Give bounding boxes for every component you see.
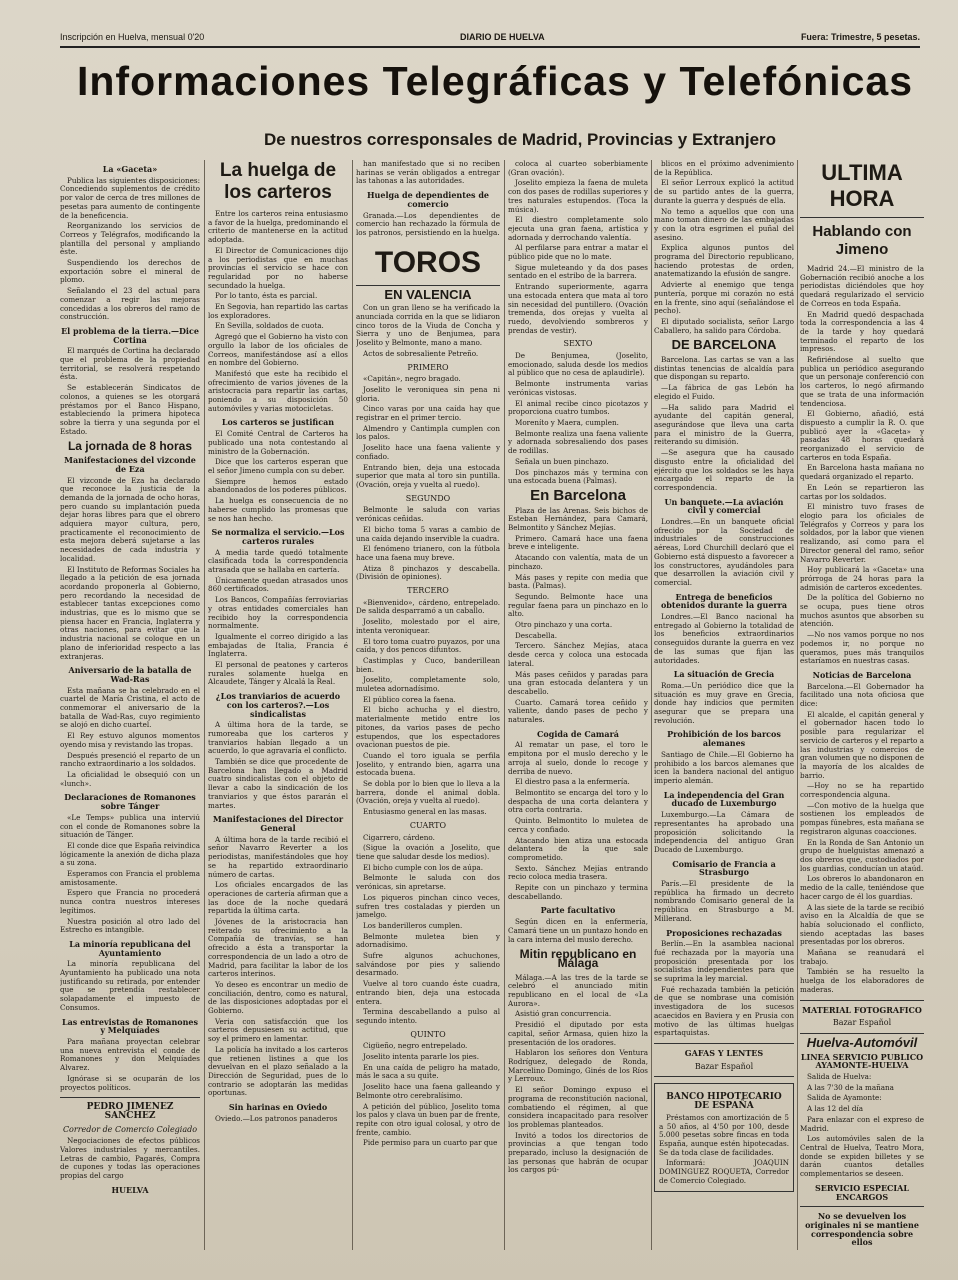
- paragraph: En la Ronda de San Antonio un grupo de huelguistas amenazó a dos obreros que, custodiados por los guardias, conducían un ataúd.: [800, 837, 924, 873]
- paragraph: El Comité Central de Carteros ha publicado una nota contestando al ministro de la Gobernación.: [208, 429, 348, 456]
- paragraph: El toro toma cuatro puyazos, por una caída, y dos pencos difuntos.: [356, 636, 500, 655]
- ad-text: A las 12 del día: [807, 1104, 864, 1114]
- paragraph: —Con motivo de la huelga que sostienen los empleados de pompas fúnebres, esta mañana se registraron algunas coacciones.: [800, 800, 924, 836]
- paragraph: Belmonte realiza una faena valiente y adornada sobresaliendo dos pases de rodillas.: [508, 428, 648, 456]
- paragraph: El fenómeno trianero, con la fútbola hace una faena muy breve.: [356, 544, 500, 562]
- ad-line: SERVICIO ESPECIAL ENCARGOS: [815, 1182, 909, 1202]
- headline: La minoría republicana del Ayuntamiento: [69, 938, 191, 958]
- headline: Se normaliza el servicio.—Los carteros rurales: [211, 527, 345, 546]
- headline: Aniversario de la batalla de Wad-Ras: [68, 665, 192, 684]
- page-header: [60, 30, 920, 48]
- paragraph: Joselito intenta pararle los pies.: [363, 1052, 480, 1062]
- paragraph: Por lo tanto, ésta es parcial.: [215, 291, 318, 301]
- headline: Cogida de Camará: [537, 728, 619, 739]
- paragraph: Entre los carteros reina entusiasmo a favor de la huelga, predominando el criterio de mantenerse en la actitud adoptada.: [208, 209, 348, 245]
- subheading: SEXTO: [563, 339, 593, 349]
- paragraph: En Sevilla, soldados de cuota.: [215, 321, 324, 331]
- ad-text: Para enlazar con el expreso de Madrid.: [800, 1114, 924, 1133]
- paragraph: Moreníto y Maera, cumplen.: [515, 417, 619, 427]
- paragraph: Reorganizando los servicios de Correos y Telégrafos, modificando la plantilla del personal y ampliando éste.: [60, 221, 200, 257]
- paragraph: No temo a aquellos que con una mano toman dinero de las embajadas y con la otra esgrimen el puñal del asesino.: [654, 206, 794, 242]
- paragraph: Entrando superiormente, agarra una estocada entera que mata al toro sin necesidad del puntillero. (Ovación tremenda, dos orejas y vuelta al ruedo, devolviendo sombreros y prendas de vestir).: [508, 282, 648, 335]
- ad-text: Préstamos con amortización de 5 a 50 años, al 4'50 por 100, desde 5.000 pesetas sobre fincas en toda España, aunque estén hipotecadas. Se da toda clase de facilidades.: [659, 1112, 789, 1157]
- ad-contact: Informará: JOAQUIN DOMINGUEZ ROQUETA, Corredor de Comercio Colegiado.: [659, 1158, 789, 1185]
- headline: Entrega de beneficios obtenidos durante la guerra: [660, 591, 788, 611]
- paragraph: Los piqueros pinchan cinco veces, sufren tres costaladas y pierden un jamelgo.: [356, 892, 500, 920]
- headline: Comisario de Francia a Strasburgo: [672, 858, 776, 878]
- paragraph: Según dicen en la enfermería, Camará tiene un un puntazo hondo en la cara interna del muslo derecho.: [508, 917, 648, 944]
- paragraph: Termina descabellando a pulso al segundo intento.: [356, 1007, 500, 1025]
- paragraph: El público corea la faena.: [363, 694, 456, 704]
- paragraph: Málaga.—A las tres de la tarde se celebró el anunciado mitin republicano en el local de «La Aurora».: [508, 972, 648, 1008]
- paragraph: Suspendiendo los derechos de exportación sobre el mineral de plomo.: [60, 258, 200, 285]
- headline: Manifestaciones del Director General: [212, 814, 344, 833]
- paragraph: Los banderilleros cumplen.: [363, 920, 463, 930]
- paragraph: Belmonte muletea bien y adornadísimo.: [356, 931, 500, 950]
- paragraph: «Capitán», negro bragado.: [363, 374, 461, 384]
- subheading: CUARTO: [409, 820, 447, 830]
- paragraph: La minoría republicana del Ayuntamiento ha publicado una nota justificando su retirada, por entender que se pretendía restablecer solapadamente el impuesto de Consumos.: [60, 959, 200, 1012]
- paragraph: En Barcelona hasta mañana no quedará organizado el reparto.: [800, 463, 924, 482]
- ad-text: Salida de Huelva:: [807, 1072, 872, 1082]
- paragraph: Se dobla por lo bien que lo lleva a la barrera, donde el animal dobla. (Ovación, oreja y vuelta al ruedo).: [356, 779, 500, 806]
- paragraph: París.—El presidente de la república ha firmado un decreto nombrando Comisario general de la república en Strasburgo a M. Millerand.: [654, 879, 794, 923]
- paragraph: Castimplas y Cuco, banderillean bien.: [356, 655, 500, 674]
- headline: Huelga de dependientes de comercio: [366, 190, 489, 209]
- paragraph: —Hoy no se ha repartido correspondencia alguna.: [800, 781, 924, 800]
- headline: DE BARCELONA: [671, 337, 777, 353]
- divider: [60, 1097, 200, 1098]
- subheading: TERCERO: [407, 586, 449, 596]
- paragraph: Plaza de las Arenas. Seis bichos de Esteban Hernández, para Camará, Belmontito y Sánchez Mejías.: [508, 505, 648, 533]
- paragraph: A última hora de la tarde recibió el señor Navarro Reverter a los periodistas, manifestándoles que hoy se ha repartido extraordinario número de cartas.: [208, 834, 348, 879]
- paragraph: También se dice que procedente de Barcelona han llegado a Madrid cuatro sindicalistas con el objeto de llevar a cabo la sindicación de los tranviarios y que éstos pararán el martes.: [208, 757, 348, 810]
- headline-ultima-hora: ULTIMA HORA: [821, 160, 903, 211]
- paragraph: Belmontito se encarga del toro y lo despacha de una corta delantera y otra corta contraria.: [508, 788, 648, 815]
- ad-text: Los automóviles salen de la Central de Huelva, Teatro Mora, donde se expiden billetes y se darán cuantos detalles complementarios se deseen.: [800, 1134, 924, 1179]
- paragraph: Cuando el toro iguala se perfila Joselito, y entrando bien, agarra una estocada buena.: [356, 750, 500, 778]
- paragraph: El Gobierno, añadió, está dispuesto a cumplir la R. O. que publicó ayer la «Gaceta» y pasadas 48 horas quedará reorganizado el servicio de carteros en toda España.: [800, 409, 924, 462]
- divider: [654, 1076, 794, 1077]
- column-divider: [504, 160, 505, 1250]
- paragraph: Joselito hace una faena galleando y Belmonte otro cerebralísimo.: [356, 1082, 500, 1100]
- paragraph: Vuelve al toro cuando éste cuadra, entrando bien, deja una estocada entera.: [356, 979, 500, 1006]
- paragraph: Joselito le veroniquea sin pena ni gloria.: [356, 384, 500, 403]
- paragraph: (Sigue la ovación a Joselito, que tiene que saludar desde los medios).: [356, 843, 500, 861]
- divider: [800, 1000, 924, 1001]
- paragraph: Entusiasmo general en las masas.: [363, 807, 487, 817]
- paragraph: Esta mañana se ha celebrado en el cuartel de María Cristina, el acto de conmemorar el aniversario de la batalla de Wad-Ras, cuyo regimiento se alojó en dicho cuartel.: [60, 685, 200, 730]
- paragraph: Invitó a todos los directorios de provincias a que tengan todo preparado, incluso la designación de las personas que habrán de ocupar los cargos pú-: [508, 1130, 648, 1175]
- paragraph: Dos pinchazos más y termina con una estocada buena (Palmas).: [508, 467, 648, 486]
- ad-subtitle: Bazar Español: [832, 1018, 892, 1028]
- paragraph: Nuestra posición al otro lado del Estrecho es intangible.: [60, 916, 200, 935]
- paragraph: Descabella.: [515, 630, 558, 640]
- paragraph: Más pases y repite con media que basta. (Palmas).: [508, 572, 648, 591]
- ad-text: Salida de Ayamonte:: [807, 1093, 882, 1103]
- ad-subtitle: Bazar Español: [694, 1061, 754, 1071]
- paragraph: Belmonte instrumenta varias verónicas vistosas.: [508, 379, 648, 397]
- paragraph: El Instituto de Reformas Sociales ha llegado a la petición de esa jornada acordando proponerla al Gobierno, pero recordando la necesidad de establecer tantas excepciones como industrias, que es lo mismo que se piensa hacer en Francia, Inglaterra y otras naciones, para evitar que la industria nacional se coloque en un plano de inferioridad respecto a las extranjeras.: [60, 564, 200, 661]
- paragraph: Para mañana proyectan celebrar una nueva entrevista el conde de Romanones y don Melquíades Alvarez.: [60, 1036, 200, 1073]
- divider: [800, 1033, 924, 1034]
- paragraph: Cuarto. Camará torea ceñido y valiente, dando pases de pecho y naturales.: [508, 697, 648, 725]
- paragraph: Entrando bien, deja una estocada superior que mata al toro sin puntilla. (Ovación, oreja y vuelta al ruedo).: [356, 462, 500, 489]
- paragraph: Asistió gran concurrencia.: [515, 1009, 612, 1019]
- paragraph: Yo deseo es encontrar un medio de conciliación, dentro, como es natural, de las disposiciones adoptadas por el Gobierno.: [208, 979, 348, 1016]
- ad-title: GAFAS Y LENTES: [684, 1047, 764, 1058]
- ad-text: A las 7'30 de la mañana: [807, 1082, 894, 1092]
- headline: Las entrevistas de Romanones y Melquíades: [61, 1016, 199, 1036]
- ad-name: PEDRO JIMENEZ SANCHEZ: [86, 1102, 174, 1121]
- paragraph: Primero. Camará hace una faena breve e inteligente.: [508, 533, 648, 552]
- paragraph: El diestro completamente solo ejecuta una gran faena, artística y adornada y derrochando valentía.: [508, 215, 648, 242]
- paragraph: El personal de peatones y carteros rurales solamente huelga en Alcaudete, Tánger y Alcalá la Real.: [208, 660, 348, 687]
- paragraph: Hablaron los señores don Ventura Rodríguez, delegado de Ronda, Marcelino Domingo, Ginés de los Ríos y Lerroux.: [508, 1048, 648, 1084]
- footer-note: No se devuelven los originales ni se mantiene correspondencia sobre ellos: [805, 1211, 919, 1248]
- headline: Declaraciones de Romanones sobre Tánger: [64, 792, 196, 812]
- headline: Los carteros se justifican: [221, 417, 335, 428]
- paragraph: Luxemburgo.—La Cámara de representantes ha aprobado una proposición solicitando la independencia del antiguo Gran Ducado de Luxemburgo.: [654, 810, 794, 854]
- paragraph: Granada.—Los dependientes de comercio han rechazado la fórmula de los patronos, persistiendo en la huelga.: [356, 210, 500, 237]
- paragraph: Jóvenes de la aristocracia han reiterado su ofrecimiento a la Compañía de tranvías, se han ofrecido a ésta a transportar la correspondencia de un lado a otro de Madrid, para facilitar la labor de los carteros interinos.: [208, 917, 348, 979]
- paragraph: En León se repartieron las cartas por los soldados.: [800, 482, 924, 501]
- paragraph: Espero que Francia no procederá nunca contra nuestros intereses legítimos.: [60, 888, 200, 915]
- column-divider: [204, 160, 205, 1250]
- paragraph: Oviedo.—Los patronos panaderos: [215, 1113, 338, 1123]
- paragraph: El conde dice que España reivindica lógicamente la anexión de dicha plaza a su zona.: [60, 840, 200, 868]
- paragraph: El señor Lerroux explicó la actitud de su partido antes de la guerra, durante la guerra y después de ella.: [654, 178, 794, 205]
- paragraph: Repite con un pinchazo y termina descabellando.: [508, 883, 648, 901]
- paragraph: Los oficiales encargados de las operaciones de cartería afirman que a las doce de la noche quedará repartida la última carta.: [208, 880, 348, 916]
- paragraph: Roma.—Un periódico dice que la situación es muy grave en Grecia, donde hay indicios que permiten asegurar que se prepara una revolución.: [654, 680, 794, 725]
- paragraph: A última hora de la tarde, se rumoreaba que los carteros y tranviarios habían llegado a un acuerdo, lo que agravaría el conflicto.: [208, 720, 348, 756]
- headline: En Barcelona: [530, 486, 626, 504]
- headline: La huelga de los carteros: [219, 160, 337, 203]
- paragraph: Cinco varas por una caída hay que registrar en el primer tercio.: [356, 404, 500, 423]
- paragraph: El marqués de Cortina ha declarado que el problema de la propiedad territorial, se resolverá respetando ésta.: [60, 346, 200, 382]
- paragraph: El bicho toma 5 varas a cambio de una caída dejando inservible la cuadra.: [356, 524, 500, 543]
- paragraph: En Segovia, han repartido las cartas los exploradores.: [208, 302, 348, 320]
- paragraph: Presidió el diputado por esta capital, señor Armasa, quien hizo la presentación de los oradores.: [508, 1020, 648, 1047]
- paragraph: En Madrid quedó despachada toda la correspondencia a las 4 de la tarde y hoy quedará terminado el reparto de los impresos.: [800, 309, 924, 354]
- headline: Mitin republicano en Málaga: [519, 947, 637, 970]
- column-2: [208, 160, 348, 1255]
- paragraph: Esperamos con Francia el problema amistosamente.: [60, 869, 200, 887]
- paragraph: Señalando el 23 del actual para comenzar a regir las mejoras concedidas a los obreros del ramo de construcción.: [60, 286, 200, 322]
- paragraph: De la política del Gobierno no se ocupa, pues tiene otros muchos asuntos que absorben su atención.: [800, 593, 924, 629]
- paragraph: Joselito, molestado por el aire, intenta veroniquear.: [356, 617, 500, 635]
- headline: EN VALENCIA: [384, 286, 472, 302]
- paragraph: Joselito, completamente solo, muletea adornadísimo.: [356, 675, 500, 694]
- paragraph: En una caída de peligro ha matado, más le saca a su quite.: [356, 1062, 500, 1081]
- paragraph: El alcalde, el capitán general y el gobernador hacen todo lo posible para regularizar el servicio de carteros y el reparto a las industrias y comercios de gran volumen que no disponen de la mayoría de los alcaldes de barrio.: [800, 709, 924, 780]
- paragraph: Los obreros lo abandonaron en medio de la calle, teniéndose que hacer cargo de él los guardias.: [800, 874, 924, 901]
- paragraph: Dice que los carteros esperan que el señor Jimeno cumpla con su deber.: [208, 457, 348, 475]
- divider: [800, 1206, 924, 1207]
- paragraph: El vizconde de Eza ha declarado que reconoce la justicia de la demanda de la jornada de ocho horas, pero cuando su implantación pueda dejar horas libres para que el obrero adquiera mayor cultura, pero, practicamente el reconocimiento de esta mejora deberá sujetarse a las necesidades de cada industria y localidad.: [60, 475, 200, 563]
- paragraph: El bicho achucha y el diestro, materialmente metido entre los pitones, da varios pases de pecho estupendos, que los espectadores ovacionan puestos de pie.: [356, 705, 500, 750]
- headline: Sin harinas en Oviedo: [228, 1102, 328, 1113]
- paragraph: Publica las siguientes disposiciones: Concediendo suplementos de crédito por valor de cerca de tres millones de pesetas para aumento de contingente de la beneficencia.: [60, 175, 200, 220]
- headline: Parte facultativo: [540, 905, 616, 916]
- headline: La jornada de 8 horas: [67, 439, 193, 454]
- paragraph: A media tarde quedó totalmente clasificada toda la correspondencia atrasada que se hallaba en cartería.: [208, 547, 348, 575]
- paragraph: A las siete de la tarde se recibió aviso en la Alcaldía de que se había solucionado el conflicto, siendo aceptadas las bases presentadas por los obreros.: [800, 902, 924, 947]
- paragraph: Madrid 24.—El ministro de la Gobernación recibió anoche a los periodistas diciéndoles que hoy quedará regularizado el servicio de Correos en toda España.: [800, 264, 924, 308]
- paragraph: Segundo. Belmonte hace una regular faena para un pinchazo en lo alto.: [508, 591, 648, 619]
- paragraph: han manifestado que si no reciben harinas se verán obligados a entregar las tahonas a las autoridades.: [356, 160, 500, 186]
- headline: Hablando con Jimeno: [812, 223, 912, 258]
- paragraph: El ministro tuvo frases de elogio para los oficiales de Telégrafos y Correos y para los soldados, por la labor que vienen realizando, así como para el Director general del ramo, señor Navarro Reverter.: [800, 502, 924, 564]
- paragraph: Quinto. Belmontito lo muletea de cerca y confiado.: [508, 816, 648, 834]
- divider: [356, 285, 500, 286]
- ad-title: BANCO HIPOTECARIO DE ESPAÑA: [666, 1092, 782, 1112]
- paragraph: También se ha resuelto la huelga de los elaboradores de maderas.: [800, 967, 924, 994]
- paragraph: De Benjumea, (Joselito, emocionado, saluda desde los medios al público que no cesa de aplaudirle).: [508, 351, 648, 378]
- header-masthead: DIARIO DE HUELVA: [460, 32, 545, 42]
- column-3: [356, 160, 500, 1255]
- paragraph: —No nos vamos porque no nos podemos ir, no porque no queramos, pues más tranquilos estaríamos en nuestras casas.: [800, 630, 924, 666]
- paragraph: Atacando con valentía, mata de un pinchazo.: [508, 553, 648, 571]
- paragraph: Los Bancos, Compañías ferroviarias y otras entidades comerciales han recibido hoy la correspondencia normalmente.: [208, 595, 348, 631]
- headline: La situación de Grecia: [673, 669, 775, 680]
- paragraph: Fué rechazada también la petición de que se nombrase una comisión investigadora de los sucesos acaecidos en Baviera y en Prusia con motivo de las últimas huelgas espartaquistas.: [654, 984, 794, 1038]
- headline: Prohibición de los barcos alemanes: [667, 729, 781, 749]
- paragraph: —Ha salido para Madrid el ayudante del capitán general, asegurándose que lleva una carta para el ministro de la Guerra, reiterando su dimisión.: [654, 402, 794, 447]
- subheading: PRIMERO: [407, 362, 449, 372]
- ad-role: Corredor de Comercio Colegiado: [62, 1124, 198, 1134]
- paragraph: El Rey estuvo algunos momentos oyendo misa y revistando las tropas.: [60, 731, 200, 749]
- paragraph: Al perfilarse para entrar a matar el público pide que no lo mate.: [508, 243, 648, 262]
- paragraph: Manifestó que este ha recibido el ofrecimiento de varios jóvenes de la aristocracia para repartir las cartas, poniendo a su disposición 50 automóviles y varias motocicletas.: [208, 368, 348, 413]
- paragraph: Únicamente quedan atrasados unos 860 certificados.: [208, 575, 348, 594]
- paragraph: Atacando bien atiza una estocada delantera de la que sale comprometido.: [508, 835, 648, 862]
- paragraph: Señala un buen pinchazo.: [515, 456, 609, 466]
- paragraph: «Bienvenido», cárdeno, entrepelado. De salida desparramó a un caballo.: [356, 597, 500, 616]
- headline: La «Gaceta»: [102, 164, 158, 174]
- headline: Noticias de Barcelona: [812, 669, 912, 680]
- paragraph: Ignórase si se ocuparán de los proyectos políticos.: [60, 1073, 200, 1092]
- paragraph: Belmonte le saluda con varias verónicas ceñidas.: [356, 505, 500, 524]
- headline: La independencia del Gran ducado de Luxemburgo: [663, 789, 785, 809]
- paragraph: Más pases ceñidos y paradas para una gran estocada delantera y un descabello.: [508, 669, 648, 696]
- paragraph: La huelga es consecuencia de no haberse cumplido las promesas que se nos han hecho.: [208, 496, 348, 523]
- paragraph: Londres.—En un banquete oficial ofrecido por la Sociedad de industriales de construcciones aéreas, Lord Churchill declaró que el Gobierno está dispuesto a favorecer a los constructores, ayudándoles para que desarrollen la aviación civil y comercial.: [654, 517, 794, 587]
- paragraph: Tercero. Sánchez Mejías, ataca desde cerca y coloca una estocada lateral.: [508, 641, 648, 668]
- paragraph: La oficialidad le obsequió con un «lunch».: [60, 770, 200, 788]
- paragraph: El señor Domingo expuso el programa de reconstitución nacional, combatiendo el régimen, al que considera incapacitado para resolver los problemas planteados.: [508, 1085, 648, 1129]
- paragraph: Barcelona. Las cartas se van a las distintas tenencias de alcaldía para que dispongan su reparto.: [654, 355, 794, 382]
- ad-title: Huelva-Automóvil: [806, 1034, 918, 1050]
- column-5: [654, 160, 794, 1255]
- paragraph: Berlín.—En la asamblea nacional fué rechazada por la mayoría una proposición presentada por los socialistas independientes para que se suprima la ley marcial.: [654, 939, 794, 984]
- page-banner: Informaciones Telegráficas y Telefónicas: [77, 58, 913, 104]
- paragraph: coloca al cuarteo soberbiamente (Gran ovación).: [508, 160, 648, 177]
- divider: [800, 217, 924, 218]
- paragraph: Sexto. Sánchez Mejías entrando recio coloca media trasera.: [508, 863, 648, 882]
- paragraph: Almendro y Cantimpla cumplen con los palos.: [356, 423, 500, 442]
- paragraph: El diputado socialista, señor Largo Caballero, ha salido para Córdoba.: [654, 316, 794, 335]
- subheading: SEGUNDO: [405, 493, 451, 503]
- paragraph: Pide permiso para un cuarto par que: [363, 1138, 498, 1148]
- paragraph: blicos en el próximo advenimiento de la República.: [654, 160, 794, 177]
- column-divider: [651, 160, 652, 1250]
- column-divider: [797, 160, 798, 1250]
- paragraph: Barcelona.—El Gobernador ha facilitado una nota oficiosa que dice:: [800, 681, 924, 709]
- paragraph: Explica algunos puntos del programa del Directorio republicano, haciendo protestas de orden, anatematizando la efusión de sangre.: [654, 243, 794, 279]
- paragraph: El animal recibe cinco picotazos y proporciona cuatro tumbos.: [508, 398, 648, 417]
- paragraph: Después presenció el reparto de un rancho extraordinario a los soldados.: [60, 750, 200, 769]
- paragraph: El diestro pasa a la enfermería.: [515, 777, 630, 787]
- paragraph: Mañana se reanudará el trabajo.: [800, 948, 924, 966]
- paragraph: Siempre hemos estado abandonados de los poderes públicos.: [208, 476, 348, 495]
- column-6: [800, 160, 924, 1255]
- paragraph: Igualmente el correo dirigido a las embajadas de Italia, Francia é Inglaterra.: [208, 631, 348, 659]
- paragraph: «Le Temps» publica una interviú con el conde de Romanones sobre la situación de Tánger.: [60, 812, 200, 840]
- paragraph: El Director de Comunicaciones dijo a los periodistas que en muchas provincias el servicio se hace con regularidad por no haberse secundado la huelga.: [208, 245, 348, 290]
- header-left: Inscripción en Huelva, mensual 0'20: [60, 32, 205, 42]
- ad-title: MATERIAL FOTOGRAFICO: [802, 1004, 922, 1015]
- ad-city: HUELVA: [111, 1184, 149, 1195]
- divider: [654, 1043, 794, 1044]
- headline: El problema de la tierra.—Dice Cortina: [61, 325, 199, 345]
- ad-box-banco: [654, 1083, 794, 1192]
- headline: Proposiciones rechazadas: [666, 927, 782, 938]
- paragraph: Cigüeño, negro entrepelado.: [363, 1041, 468, 1051]
- paragraph: La policía ha invitado a los carteros que retienen listines a que los devuelvan en el plazo señalado a la Dirección de Seguridad, pues de lo contrario se adoptarán las medidas oportunas.: [208, 1044, 348, 1098]
- paragraph: Joselito empieza la faena de muleta con dos pases de rodillas superiores y tres naturales estupendos. (Toca la música).: [508, 178, 648, 214]
- paragraph: Con un gran lleno se ha verificado la anunciada corrida en la que se lidiaron cinco toros de la Viuda de Concha y Sierra y uno de Benjumea, para Joselito y Belmonte, mano a mano.: [356, 303, 500, 348]
- paragraph: Cigarrero, cárdeno.: [363, 832, 435, 842]
- column-divider: [352, 160, 353, 1250]
- paragraph: —La fábrica de gas Lebón ha elegido el Fuido.: [654, 383, 794, 401]
- paragraph: Hoy publicará la «Gaceta» una prórroga de 24 horas para la admisión de carteros excedentes.: [800, 565, 924, 592]
- header-right: Fuera: Trimestre, 5 pesetas.: [800, 32, 920, 42]
- paragraph: Atiza 8 pinchazos y descabella. (División de opiniones).: [356, 563, 500, 582]
- ad-text: Negociaciones de efectos públicos Valores industriales y mercantiles. Letras de cambio, Pagarés, Compra de cupones y todas las operaciones propias del cargo: [60, 1136, 200, 1181]
- column-4: [508, 160, 648, 1255]
- paragraph: A petición del público, Joselito toma los palos y clava un buen par de frente, repite con otro igual colosal, y otro de frente, cambio.: [356, 1101, 500, 1137]
- headline: Manifestaciones del vizconde de Eza: [64, 455, 196, 474]
- headline: Un banquete.—La aviación civil y comercial: [664, 496, 784, 516]
- headline: ¿Los tranviarios de acuerdo con los carteros?.—Los sindicalistas: [215, 691, 341, 719]
- paragraph: Al rematar un pase, el toro le empitona por el muslo derecho y le arroja al suelo, donde lo recoge y derriba de nuevo.: [508, 740, 648, 776]
- paragraph: Actos de sobresaliente Petreño.: [363, 348, 479, 358]
- paragraph: Otro pinchazo y una corta.: [515, 620, 613, 630]
- column-1: [60, 160, 200, 1255]
- paragraph: Se establecerán Sindicatos de colonos, a quienes se les otorgará préstamos por el Banco Hispano, estableciendo la primera hipoteca sobre la tierra y una segunda por el Estado.: [60, 383, 200, 436]
- paragraph: Londres.—El Banco nacional ha entregado al Gobierno la totalidad de los beneficios extraordinarios conseguidos durante la guerra en vez de las sumas que fijan las autoridades.: [654, 612, 794, 665]
- subheading: QUINTO: [410, 1029, 446, 1039]
- paragraph: Advierte al enemigo que tenga puntería, porque mi corazón no está en la frente, sino aquí (señalándose el pecho).: [654, 280, 794, 316]
- paragraph: Sigue muleteando y da dos pases sentado en el estribo de la barrera.: [508, 262, 648, 281]
- ad-line: LINEA SERVICIO PUBLICO AYAMONTE-HUELVA: [800, 1051, 924, 1071]
- page-subtitle: De nuestros corresponsales de Madrid, Provincias y Extranjero: [263, 130, 777, 149]
- paragraph: Joselito hace una faena valiente y confiado.: [356, 443, 500, 461]
- paragraph: Refiriéndose al suelto que publica un periódico asegurando que un personaje conferenció con los carteros, lo negó afirmando que se trata de una información tendenciosa.: [800, 355, 924, 408]
- headline-toros: TOROS: [374, 245, 482, 279]
- paragraph: —Se asegura que ha causado disgusto entre la oficialidad del ejército que los soldados se les haya encargado el reparto de la correspondencia.: [654, 448, 794, 492]
- paragraph: Agregó que el Gobierno ha visto con orgullo la labor de los oficiales de Correos, manifestándose así a ellos en nombre del Gobierno.: [208, 332, 348, 368]
- paragraph: Veria con satisfacción que los carteros depusiesen su actitud, que soy el primero en lamentar.: [208, 1016, 348, 1044]
- paragraph: Belmonte le saluda con dos verónicas, sin apretarse.: [356, 873, 500, 892]
- paragraph: Santiago de Chile.—El Gobierno ha prohibido a los barcos alemanes que icen la bandera nacional del antiguo imperio alemán.: [654, 749, 794, 785]
- paragraph: Sufre algunos achuchones, salvándose por pies y saliendo desarmado.: [356, 951, 500, 978]
- paragraph: El bicho cumple con los de aúpa.: [363, 862, 483, 872]
